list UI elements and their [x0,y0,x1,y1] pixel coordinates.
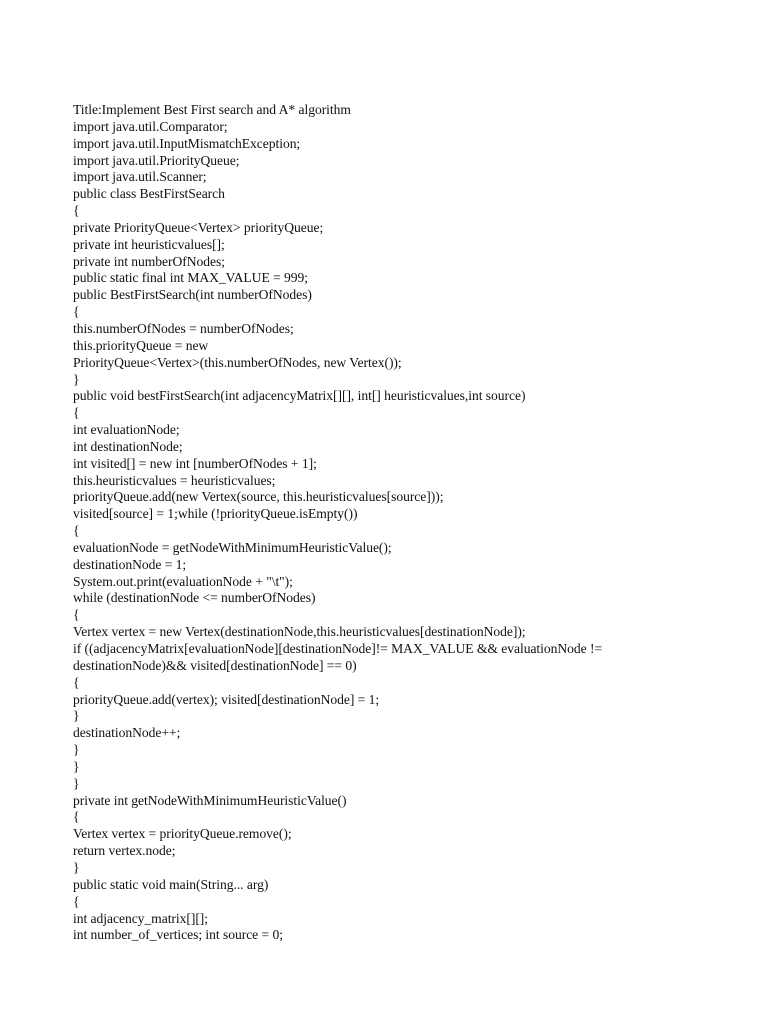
document-title-line: Title:Implement Best First search and A* algorithm [73,102,351,117]
code-line: { [73,304,80,320]
code-line: destinationNode = 1; [73,556,187,572]
code-line: import java.util.Comparator; [73,118,228,134]
code-line: visited[source] = 1;while (!priorityQueue.isEmpty()) [73,506,358,522]
code-line: PriorityQueue<Vertex>(this.numberOfNodes, new Vertex()); [73,354,402,370]
code-line: return vertex.node; [73,843,176,859]
code-line: int destinationNode; [73,438,183,454]
code-line: System.out.print(evaluationNode + "\t"); [73,573,293,589]
code-line: } [73,859,80,875]
code-line: { [73,809,80,825]
code-line: { [73,893,80,909]
code-line: } [73,708,80,724]
code-line: private PriorityQueue<Vertex> priorityQueue; [73,219,324,235]
code-line: { [73,405,80,421]
code-line: } [73,775,80,791]
code-line: priorityQueue.add(new Vertex(source, this.heuristicvalues[source])); [73,489,444,505]
code-line: { [73,203,80,219]
code-line: priorityQueue.add(vertex); visited[destinationNode] = 1; [73,691,380,707]
code-line: int adjacency_matrix[][]; [73,910,208,926]
code-line: this.priorityQueue = new [73,337,209,353]
code-line: import java.util.InputMismatchException; [73,135,301,151]
code-line: import java.util.Scanner; [73,169,207,185]
code-line: } [73,758,80,774]
code-line: Vertex vertex = new Vertex(destinationNode,this.heuristicvalues[destinationNode]); [73,624,526,640]
code-line: { [73,607,80,623]
code-line: destinationNode)&& visited[destinationNode] == 0) [73,657,357,673]
code-line: private int numberOfNodes; [73,253,225,269]
code-line: { [73,674,80,690]
code-line: public void bestFirstSearch(int adjacencyMatrix[][], int[] heuristicvalues,int source) [73,388,526,404]
code-line: while (destinationNode <= numberOfNodes) [73,590,316,606]
code-line: private int getNodeWithMinimumHeuristicValue() [73,792,347,808]
code-line: public BestFirstSearch(int numberOfNodes) [73,287,312,303]
code-line: Vertex vertex = priorityQueue.remove(); [73,826,292,842]
code-line: this.heuristicvalues = heuristicvalues; [73,472,276,488]
code-line: } [73,742,80,758]
code-line: destinationNode++; [73,725,181,741]
code-listing [73,102,753,944]
code-line: int number_of_vertices; int source = 0; [73,927,283,943]
code-line: private int heuristicvalues[]; [73,236,225,252]
code-line: if ((adjacencyMatrix[evaluationNode][destinationNode]!= MAX_VALUE && evaluationNode != [73,641,603,656]
code-line: int evaluationNode; [73,422,180,438]
code-line: public static final int MAX_VALUE = 999; [73,270,308,286]
code-line: public class BestFirstSearch [73,186,225,202]
code-line: this.numberOfNodes = numberOfNodes; [73,320,294,336]
code-line: public static void main(String... arg) [73,876,269,892]
code-line: } [73,371,80,387]
code-line: import java.util.PriorityQueue; [73,152,240,168]
code-line: { [73,523,80,539]
code-line: evaluationNode = getNodeWithMinimumHeuristicValue(); [73,539,392,555]
code-line: int visited[] = new int [numberOfNodes + 1]; [73,455,317,471]
